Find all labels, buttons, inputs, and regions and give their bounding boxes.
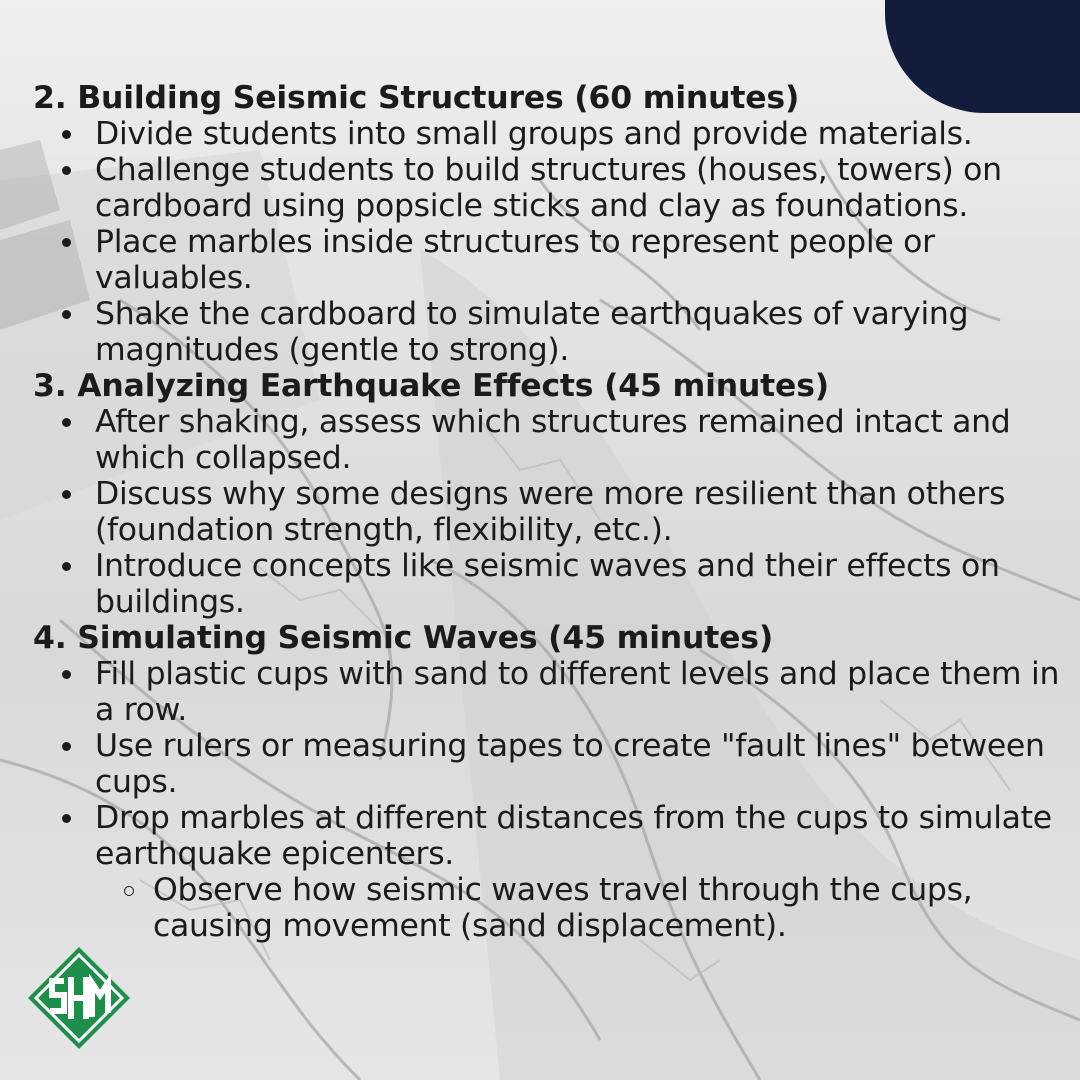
sub-bullet-list xyxy=(95,872,1063,944)
bullet-icon xyxy=(62,418,71,427)
lesson-content xyxy=(33,80,1063,944)
bullet-icon xyxy=(62,670,71,679)
bullet-icon xyxy=(62,742,71,751)
list-item: Fill plastic cups with sand to different levels and place them in a row. xyxy=(95,656,1063,728)
bullet-icon xyxy=(62,166,71,175)
list-item: After shaking, assess which structures remained intact and which collapsed. xyxy=(95,404,1063,476)
list-item: Challenge students to build structures (houses, towers) on cardboard using popsicle sticks and clay as foundations. xyxy=(95,152,1063,224)
list-item: Divide students into small groups and provide materials. xyxy=(95,116,1063,152)
bullet-icon xyxy=(62,238,71,247)
bullet-icon xyxy=(62,130,71,139)
bullet-icon xyxy=(62,490,71,499)
bullet-icon xyxy=(62,814,71,823)
section-building-structures xyxy=(33,80,1063,368)
hollow-bullet-icon xyxy=(124,886,134,896)
section-simulating-waves xyxy=(33,620,1063,944)
list-item: Drop marbles at different distances from the cups to simulate earthquake epicenters. Observe how seismic waves travel through the cups, causing movement (sand displacement). xyxy=(95,800,1063,944)
bullet-icon xyxy=(62,562,71,571)
list-item: Place marbles inside structures to represent people or valuables. xyxy=(95,224,1063,296)
section-heading: 4. Simulating Seismic Waves (45 minutes) xyxy=(33,620,774,656)
list-item: Discuss why some designs were more resilient than others (foundation strength, flexibility, etc.). xyxy=(95,476,1063,548)
bullet-icon xyxy=(62,310,71,319)
shm-logo-icon xyxy=(24,943,134,1053)
bullet-list xyxy=(33,116,1063,368)
list-item: Introduce concepts like seismic waves and their effects on buildings. xyxy=(95,548,1063,620)
section-analyzing-effects xyxy=(33,368,1063,620)
section-heading: 2. Building Seismic Structures (60 minutes) xyxy=(33,80,800,116)
bullet-list xyxy=(33,404,1063,620)
bullet-list xyxy=(33,656,1063,944)
sub-list-item: Observe how seismic waves travel through the cups, causing movement (sand displacement). xyxy=(153,872,1063,944)
section-heading: 3. Analyzing Earthquake Effects (45 minutes) xyxy=(33,368,829,404)
list-item: Use rulers or measuring tapes to create "fault lines" between cups. xyxy=(95,728,1063,800)
list-item: Shake the cardboard to simulate earthquakes of varying magnitudes (gentle to strong). xyxy=(95,296,1063,368)
